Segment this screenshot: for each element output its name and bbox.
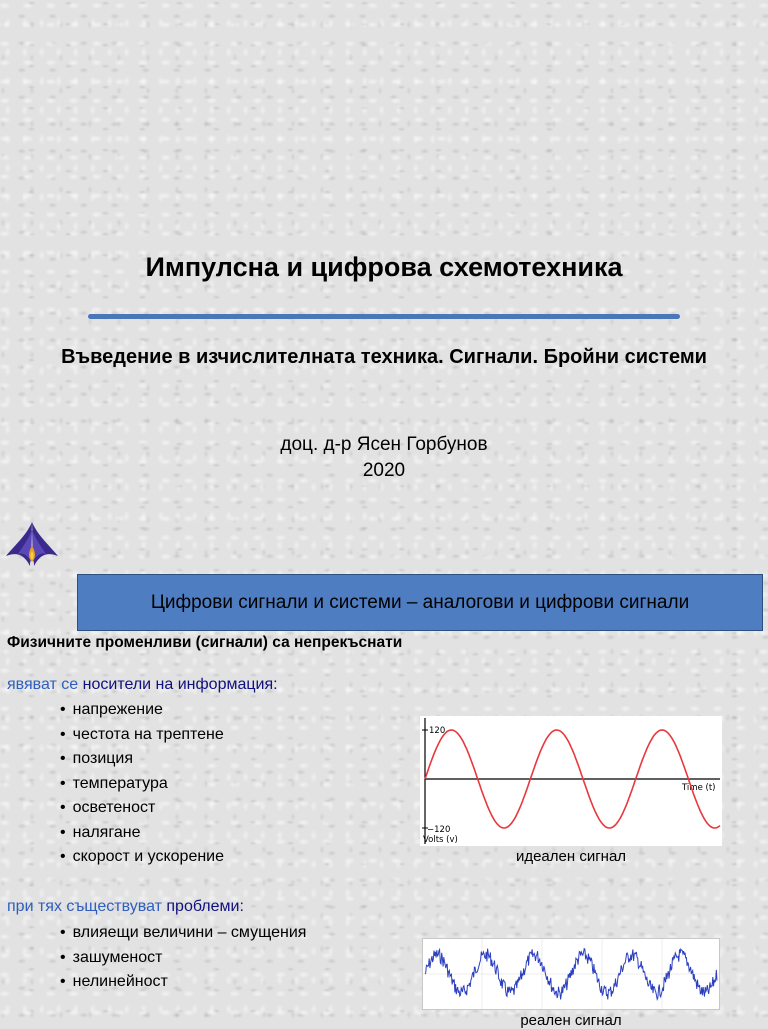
list-item: • зашуменост xyxy=(60,946,306,971)
y-tick-label-bottom: −120 xyxy=(427,825,451,835)
list-item: • влияещи величини – смущения xyxy=(60,921,306,946)
ideal-signal-caption: идеален сигнал xyxy=(515,848,627,865)
author-block xyxy=(0,432,768,484)
presentation-year: 2020 xyxy=(362,460,406,481)
real-signal-plot xyxy=(422,938,720,1010)
problems-list xyxy=(60,921,306,995)
problems-heading xyxy=(7,898,244,916)
presentation-subtitle: Въведение в изчислителната техника. Сигнали. Бройни системи xyxy=(61,346,707,368)
x-axis-label: Time (t) xyxy=(682,783,716,793)
list-item: • честота на трептене xyxy=(60,723,224,748)
y-axis-label: Volts (v) xyxy=(423,835,458,845)
list-item: • скорост и ускорение xyxy=(60,845,224,870)
carriers-heading-colon: : xyxy=(273,676,278,693)
problems-heading-part2: проблеми xyxy=(166,898,240,915)
university-logo-icon xyxy=(4,516,60,572)
list-item: • позиция xyxy=(60,747,224,772)
y-tick-label-top: 120 xyxy=(429,726,446,736)
section-header: Цифрови сигнали и системи – аналогови и цифрови сигнали xyxy=(77,574,763,631)
ideal-signal-plot xyxy=(420,716,722,846)
presentation-title: Импулсна и цифрова схемотехника xyxy=(145,252,623,282)
title-underline xyxy=(88,314,680,319)
list-item: • налягане xyxy=(60,821,224,846)
list-item: • нелинейност xyxy=(60,970,306,995)
carriers-heading-part2: носители на информация xyxy=(82,676,274,693)
carriers-list xyxy=(60,698,224,870)
list-item: • осветеност xyxy=(60,796,224,821)
intro-statement: Физичните променливи (сигнали) са непрекъснати xyxy=(7,634,403,651)
carriers-heading xyxy=(7,676,278,694)
author-name: доц. д-р Ясен Горбунов xyxy=(280,434,488,455)
carriers-heading-part1: явяват се xyxy=(7,676,79,693)
problems-heading-part1: при тях съществуват xyxy=(7,898,162,915)
problems-heading-colon: : xyxy=(239,898,244,915)
list-item: • напрежение xyxy=(60,698,224,723)
title-slide xyxy=(0,0,768,500)
real-signal-caption: реален сигнал xyxy=(520,1012,622,1029)
list-item: • температура xyxy=(60,772,224,797)
